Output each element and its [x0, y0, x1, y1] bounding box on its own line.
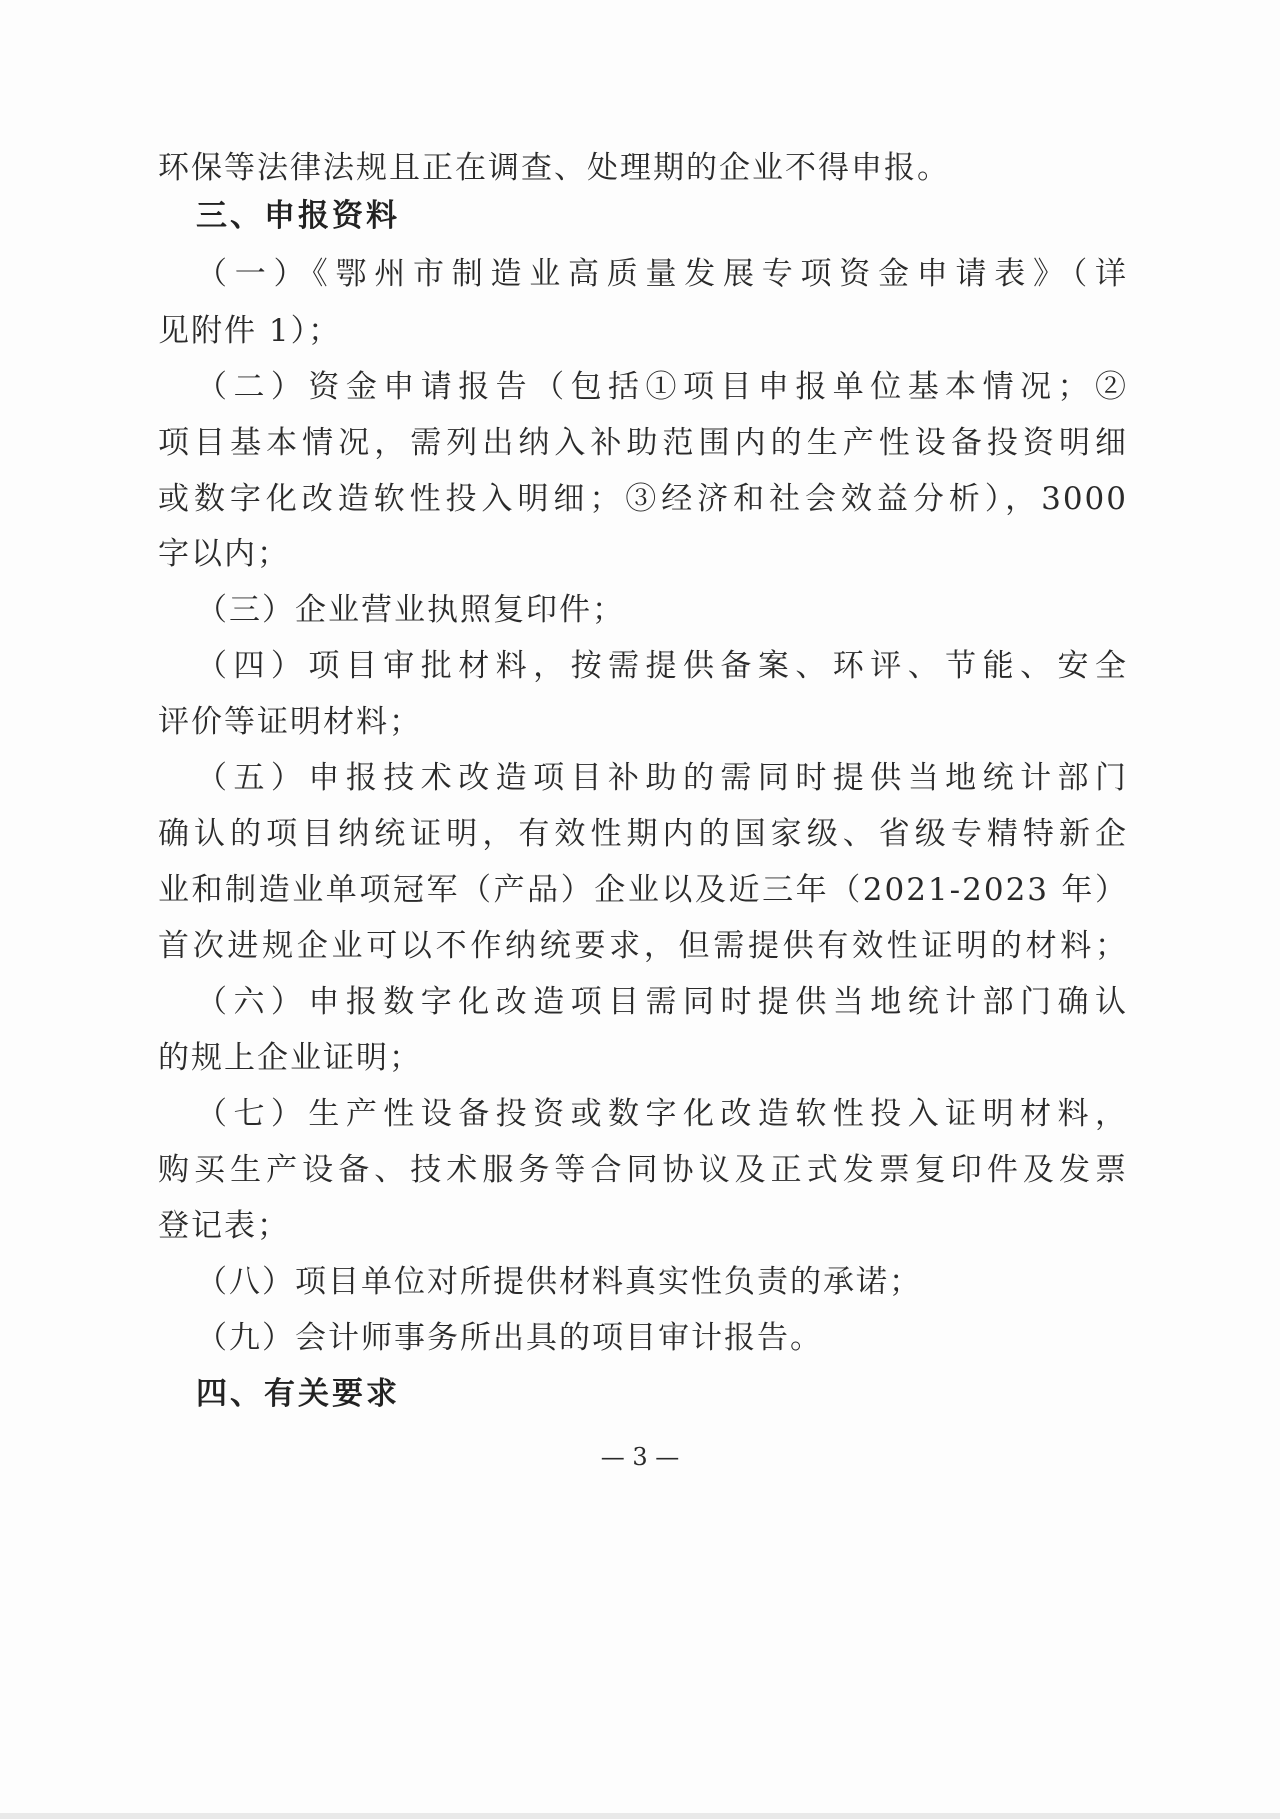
section-heading: 四、有关要求: [196, 1376, 400, 1412]
text-line: 确认的项目纳统证明，有效性期内的国家级、省级专精特新企: [158, 816, 1128, 852]
text-line: 字以内；: [158, 536, 290, 572]
list-item-start: （五）申报技术改造项目补助的需同时提供当地统计部门: [196, 760, 1128, 796]
text-line: 的规上企业证明；: [158, 1040, 422, 1076]
text-line: 评价等证明材料；: [158, 704, 422, 740]
list-item-start: （八）项目单位对所提供材料真实性负责的承诺；: [196, 1264, 922, 1300]
list-item-start: （二）资金申请报告（包括①项目申报单位基本情况；②: [196, 369, 1128, 405]
list-item-start: （三）企业营业执照复印件；: [196, 592, 625, 628]
text-line: 环保等法律法规且正在调查、处理期的企业不得申报。: [158, 150, 950, 186]
text-line: 项目基本情况，需列出纳入补助范围内的生产性设备投资明细: [158, 425, 1128, 461]
text-line: 业和制造业单项冠军（产品）企业以及近三年（2021-2023 年）: [158, 872, 1128, 908]
text-line: 见附件 1）；: [158, 313, 342, 349]
page-number: — 3 —: [600, 1443, 680, 1471]
list-item-start: （六）申报数字化改造项目需同时提供当地统计部门确认: [196, 984, 1128, 1020]
list-item-start: （一）《鄂州市制造业高质量发展专项资金申请表》（详: [196, 256, 1128, 292]
text-line: 购买生产设备、技术服务等合同协议及正式发票复印件及发票: [158, 1152, 1128, 1188]
list-item-start: （七）生产性设备投资或数字化改造软性投入证明材料，: [196, 1096, 1128, 1132]
list-item-start: （四）项目审批材料，按需提供备案、环评、节能、安全: [196, 648, 1128, 684]
scan-edge: [0, 1813, 1280, 1819]
section-heading: 三、申报资料: [196, 198, 400, 234]
text-line: 首次进规企业可以不作纳统要求，但需提供有效性证明的材料；: [158, 928, 1128, 964]
text-line: 或数字化改造软性投入明细；③经济和社会效益分析），3000: [158, 481, 1128, 517]
list-item-start: （九）会计师事务所出具的项目审计报告。: [196, 1320, 823, 1356]
text-line: 登记表；: [158, 1208, 290, 1244]
